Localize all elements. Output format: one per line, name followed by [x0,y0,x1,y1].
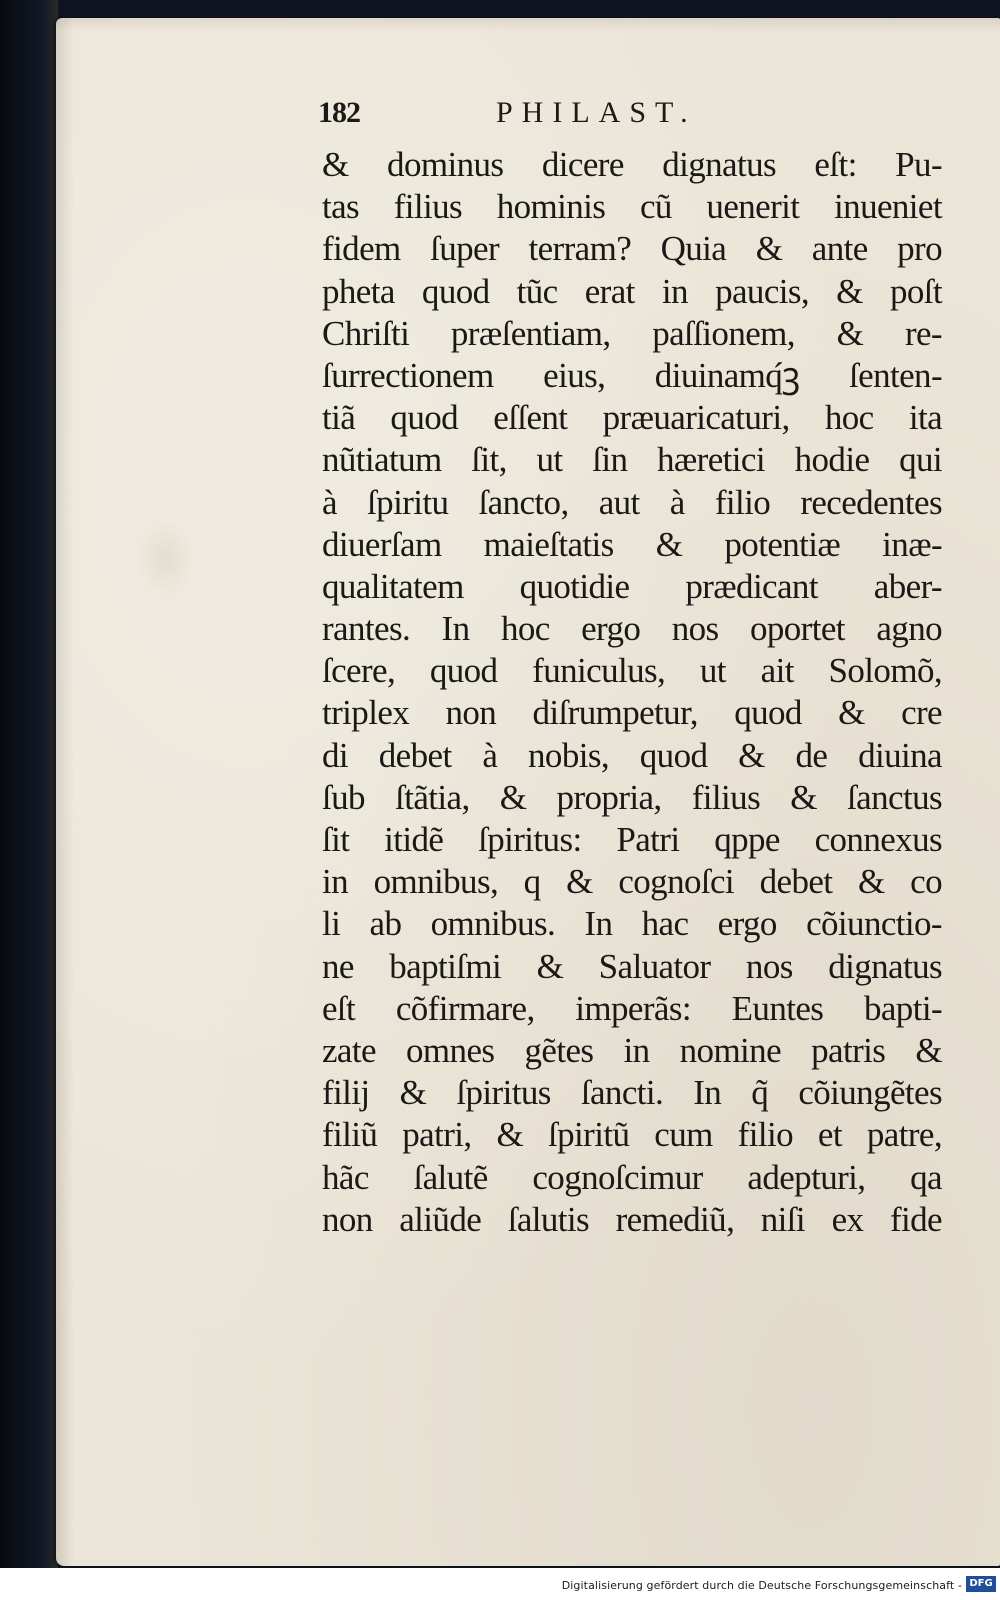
text-line: tas filius hominis cũ uenerit inueniet [322,187,942,227]
ink-bleed-stain [136,518,196,598]
running-title: PHILAST. [496,96,697,129]
text-line: in omnibus, q & cognoſci debet & co [322,862,942,902]
text-line: eſt cõfirmare, imperãs: Euntes bapti- [322,988,942,1028]
dfg-logo: DFG [966,1576,996,1592]
text-line: ſcere, quod funiculus, ut ait Solomõ, [322,651,942,691]
text-line: filij & ſpiritus ſancti. In q̃ cõiungẽtes [322,1073,942,1113]
text-line: ſub ſtãtia, & propria, filius & ſanctus [322,777,942,817]
text-line: hãc ſalutẽ cognoſcimur adepturi, qa [322,1157,942,1197]
text-line: rantes. In hoc ergo nos oportet agno [322,609,942,649]
text-line: à ſpiritu ſancto, aut à filio recedentes [322,482,942,522]
text-line: di debet à nobis, quod & de diuina [322,735,942,775]
funding-credit: Digitalisierung gefördert durch die Deutsche Forschungsgemeinschaft - [561,1579,962,1592]
text-line: zate omnes gẽtes in nomine patris & [322,1030,942,1070]
text-line: filiũ patri, & ſpiritũ cum filio et patre, [322,1115,942,1155]
text-line: & dominus dicere dignatus eſt: Pu- [322,145,942,184]
text-line: ſurrectionem eius, diuinamq́ꝫ ſenten- [322,355,942,395]
text-line: li ab omnibus. In hac ergo cõiunctio- [322,904,942,944]
running-head [318,96,938,136]
footer-bar [0,1568,1000,1600]
text-line: Chriſti præſentiam, paſſionem, & re- [322,313,942,353]
body-text [322,144,942,1241]
text-line: fidem ſuper terram? Quia & ante pro [322,229,942,269]
text-line: ſit itidẽ ſpiritus: Patri qppe connexus [322,820,942,859]
text-line: pheta quod tũc erat in paucis, & poſt [322,271,942,311]
text-line: non aliũde ſalutis remediũ, niſi ex fide [322,1199,942,1239]
text-line: qualitatem quotidie prædicant aber- [322,566,942,606]
scan-background-edge [0,0,58,1568]
page-number: 182 [318,96,360,129]
text-line: triplex non diſrumpetur, quod & cre [322,693,942,733]
text-line: ne baptiſmi & Saluator nos dignatus [322,946,942,986]
text-line: tiã quod eſſent præuaricaturi, hoc ita [322,398,942,438]
text-line: diuerſam maieſtatis & potentiæ inæ- [322,524,942,564]
text-line: nũtiatum ſit, ut ſin hæretici hodie qui [322,440,942,480]
